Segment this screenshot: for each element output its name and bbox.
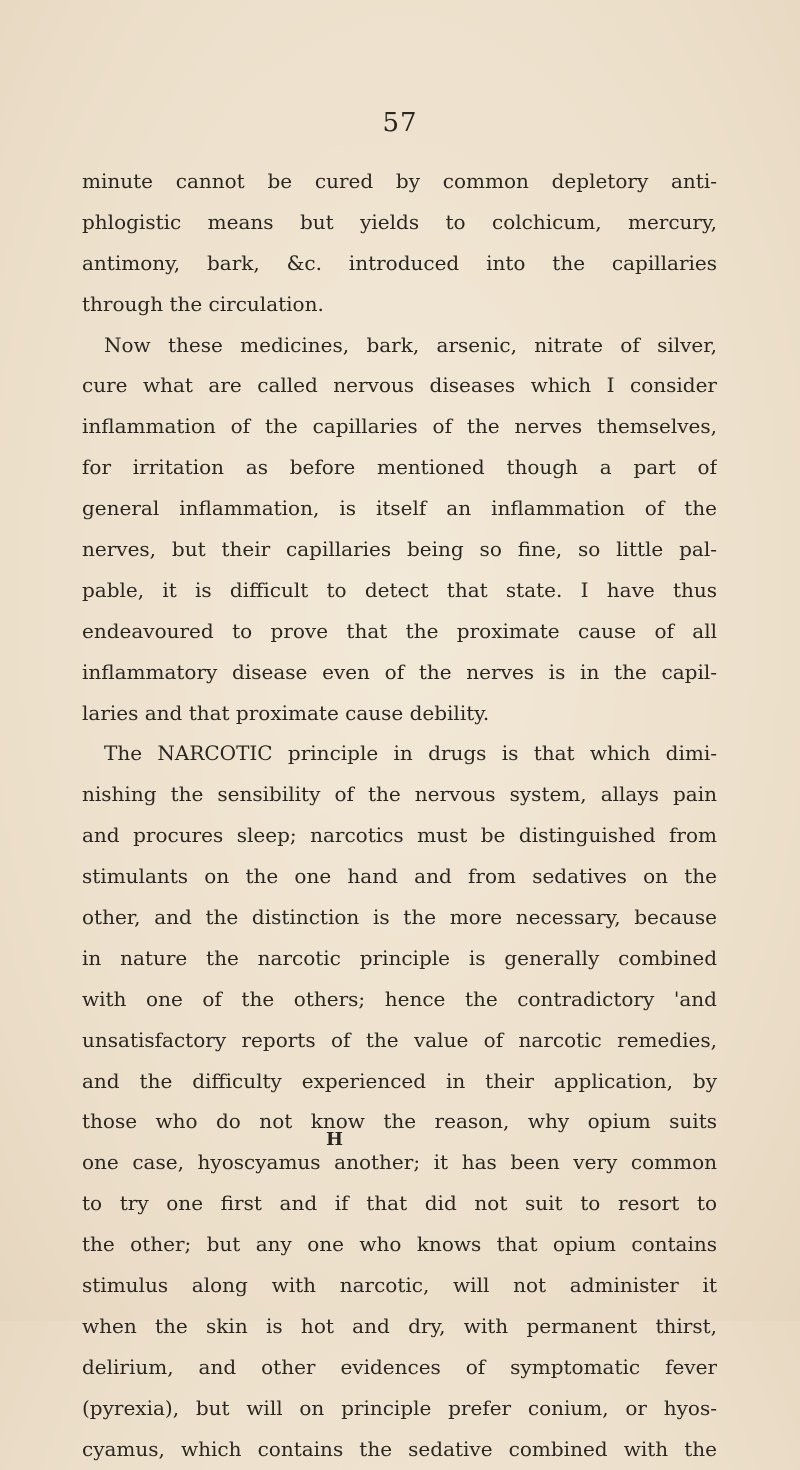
- body-text: [82, 161, 717, 1470]
- text-line: stimulants on the one hand and from sedatives on the: [82, 864, 717, 889]
- text-line: one case, hyoscyamus another; it has been very common: [82, 1150, 717, 1175]
- text-line: through the circulation.: [82, 291, 324, 316]
- text-line: in nature the narcotic principle is generally combined: [82, 945, 717, 970]
- text-line: nerves, but their capillaries being so fine, so little pal-: [82, 537, 717, 562]
- signature-mark: H: [326, 1129, 344, 1150]
- text-line: other, and the distinction is the more necessary, because: [82, 905, 717, 930]
- text-line: unsatisfactory reports of the value of narcotic remedies,: [82, 1027, 717, 1052]
- text-line: minute cannot be cured by common depletory anti-: [82, 169, 717, 193]
- text-line: phlogistic means but yields to colchicum, mercury,: [82, 209, 717, 234]
- text-line: inflammation of the capillaries of the nerves themselves,: [82, 414, 717, 439]
- text-line: the other; but any one who knows that opium contains: [82, 1232, 717, 1257]
- page-number: 57: [382, 108, 418, 138]
- text-line: with one of the others; hence the contradictory 'and: [82, 986, 717, 1011]
- text-line: when the skin is hot and dry, with permanent thirst,: [82, 1313, 717, 1338]
- text-line: antimony, bark, &c. introduced into the capillaries: [82, 250, 717, 275]
- text-line: and procures sleep; narcotics must be distinguished from: [82, 823, 717, 848]
- text-line: cyamus, which contains the sedative combined with the: [82, 1436, 717, 1461]
- text-line: The NARCOTIC principle in drugs is that which dimi-: [104, 741, 717, 766]
- text-line: laries and that proximate cause debility.: [82, 700, 490, 725]
- text-line: and the difficulty experienced in their application, by: [82, 1068, 717, 1093]
- text-line: general inflammation, is itself an inflammation of the: [82, 496, 717, 521]
- text-line: endeavoured to prove that the proximate cause of all: [82, 618, 717, 643]
- text-line: delirium, and other evidences of symptomatic fever: [82, 1354, 717, 1379]
- text-line: stimulus along with narcotic, will not administer it: [82, 1273, 717, 1298]
- text-line: pable, it is difficult to detect that state. I have thus: [82, 577, 717, 602]
- text-line: inflammatory disease even of the nerves is in the capil-: [82, 659, 717, 684]
- text-line: Now these medicines, bark, arsenic, nitrate of silver,: [104, 332, 717, 357]
- text-line: nishing the sensibility of the nervous system, allays pain: [82, 782, 717, 807]
- text-line: those who do not know the reason, why opium suits: [82, 1109, 717, 1134]
- text-line: for irritation as before mentioned though a part of: [82, 455, 717, 480]
- text-line: to try one first and if that did not suit to resort to: [82, 1191, 717, 1216]
- text-line: (pyrexia), but will on principle prefer conium, or hyos-: [82, 1395, 717, 1420]
- text-line: cure what are called nervous diseases which I consider: [82, 373, 717, 398]
